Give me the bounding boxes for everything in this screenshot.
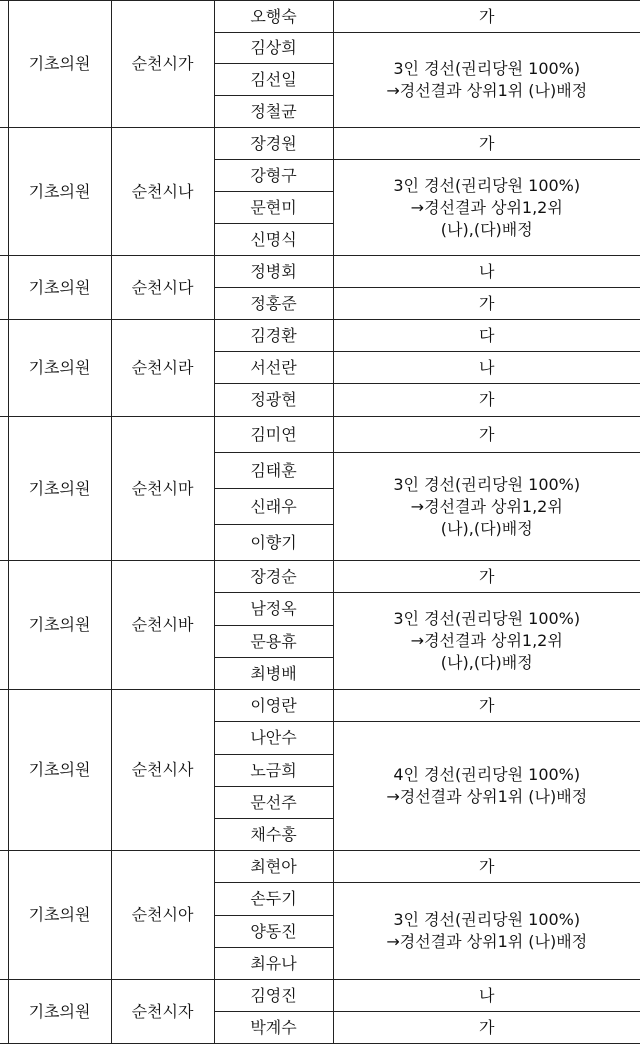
category-cell: 기초의원 — [8, 320, 111, 417]
candidate-name-cell: 문선주 — [214, 787, 333, 819]
table-edge-cell — [0, 417, 8, 561]
candidate-name-cell: 박계수 — [214, 1012, 333, 1044]
table-edge-cell — [0, 690, 8, 851]
assignment-cell: 3인 경선(권리당원 100%) →경선결과 상위1,2위 (나),(다)배정 — [333, 453, 640, 561]
candidate-name-cell: 김경환 — [214, 320, 333, 352]
assignment-cell: 나 — [333, 352, 640, 384]
assignment-cell: 3인 경선(권리당원 100%) →경선결과 상위1위 (나)배정 — [333, 33, 640, 128]
table-row — [0, 417, 640, 453]
category-cell: 기초의원 — [8, 128, 111, 256]
assignment-cell: 가 — [333, 417, 640, 453]
table-row — [0, 320, 640, 352]
table-row — [0, 690, 640, 722]
assignment-cell: 가 — [333, 1, 640, 33]
category-cell: 기초의원 — [8, 256, 111, 320]
candidate-name-cell: 장경원 — [214, 128, 333, 160]
candidate-name-cell: 장경순 — [214, 561, 333, 593]
assignment-cell: 3인 경선(권리당원 100%) →경선결과 상위1,2위 (나),(다)배정 — [333, 160, 640, 256]
candidate-name-cell: 이향기 — [214, 525, 333, 561]
candidate-name-cell: 정광현 — [214, 384, 333, 417]
assignment-cell: 가 — [333, 561, 640, 593]
candidate-name-cell: 정홍준 — [214, 288, 333, 320]
candidate-name-cell: 이영란 — [214, 690, 333, 722]
assignment-cell: 3인 경선(권리당원 100%) →경선결과 상위1위 (나)배정 — [333, 883, 640, 980]
table-row — [0, 561, 640, 593]
category-cell: 기초의원 — [8, 561, 111, 690]
candidate-name-cell: 김태훈 — [214, 453, 333, 489]
table-edge-cell — [0, 851, 8, 980]
candidate-name-cell: 신래우 — [214, 489, 333, 525]
assignment-cell: 다 — [333, 320, 640, 352]
candidate-name-cell: 남정옥 — [214, 593, 333, 626]
category-cell: 기초의원 — [8, 417, 111, 561]
assignment-cell: 4인 경선(권리당원 100%) →경선결과 상위1위 (나)배정 — [333, 722, 640, 851]
candidate-name-cell: 정철균 — [214, 96, 333, 128]
candidate-name-cell: 노금희 — [214, 755, 333, 787]
district-cell: 순천시자 — [111, 980, 214, 1044]
table-edge-cell — [0, 1, 8, 128]
candidate-name-cell: 최현아 — [214, 851, 333, 883]
district-cell: 순천시가 — [111, 1, 214, 128]
candidate-name-cell: 강형구 — [214, 160, 333, 192]
candidate-table-body — [0, 1, 640, 1044]
candidate-name-cell: 나안수 — [214, 722, 333, 755]
candidate-name-cell: 김선일 — [214, 64, 333, 96]
district-cell: 순천시나 — [111, 128, 214, 256]
assignment-cell: 가 — [333, 690, 640, 722]
category-cell: 기초의원 — [8, 1, 111, 128]
district-cell: 순천시사 — [111, 690, 214, 851]
table-edge-cell — [0, 320, 8, 417]
assignment-cell: 나 — [333, 256, 640, 288]
candidate-name-cell: 신명식 — [214, 224, 333, 256]
candidate-name-cell: 김미연 — [214, 417, 333, 453]
table-edge-cell — [0, 561, 8, 690]
candidate-name-cell: 오행숙 — [214, 1, 333, 33]
candidate-name-cell: 정병회 — [214, 256, 333, 288]
district-cell: 순천시다 — [111, 256, 214, 320]
district-cell: 순천시아 — [111, 851, 214, 980]
candidate-name-cell: 서선란 — [214, 352, 333, 384]
table-edge-cell — [0, 256, 8, 320]
candidate-name-cell: 손두기 — [214, 883, 333, 916]
category-cell: 기초의원 — [8, 851, 111, 980]
candidate-name-cell: 김영진 — [214, 980, 333, 1012]
assignment-cell: 가 — [333, 288, 640, 320]
table-edge-cell — [0, 128, 8, 256]
district-cell: 순천시바 — [111, 561, 214, 690]
table-row — [0, 256, 640, 288]
candidate-name-cell: 문용휴 — [214, 626, 333, 658]
table-row — [0, 128, 640, 160]
table-row — [0, 1, 640, 33]
category-cell: 기초의원 — [8, 690, 111, 851]
table-row — [0, 980, 640, 1012]
candidate-name-cell: 문현미 — [214, 192, 333, 224]
assignment-cell: 가 — [333, 128, 640, 160]
category-cell: 기초의원 — [8, 980, 111, 1044]
candidate-name-cell: 최병배 — [214, 658, 333, 690]
candidate-name-cell: 양동진 — [214, 916, 333, 948]
assignment-cell: 가 — [333, 1012, 640, 1044]
candidate-name-cell: 김상희 — [214, 33, 333, 64]
assignment-cell: 가 — [333, 384, 640, 417]
table-edge-cell — [0, 980, 8, 1044]
candidate-name-cell: 채수홍 — [214, 819, 333, 851]
table-row — [0, 851, 640, 883]
assignment-cell: 가 — [333, 851, 640, 883]
district-cell: 순천시라 — [111, 320, 214, 417]
assignment-cell: 나 — [333, 980, 640, 1012]
district-cell: 순천시마 — [111, 417, 214, 561]
assignment-cell: 3인 경선(권리당원 100%) →경선결과 상위1,2위 (나),(다)배정 — [333, 593, 640, 690]
candidate-name-cell: 최유나 — [214, 948, 333, 980]
